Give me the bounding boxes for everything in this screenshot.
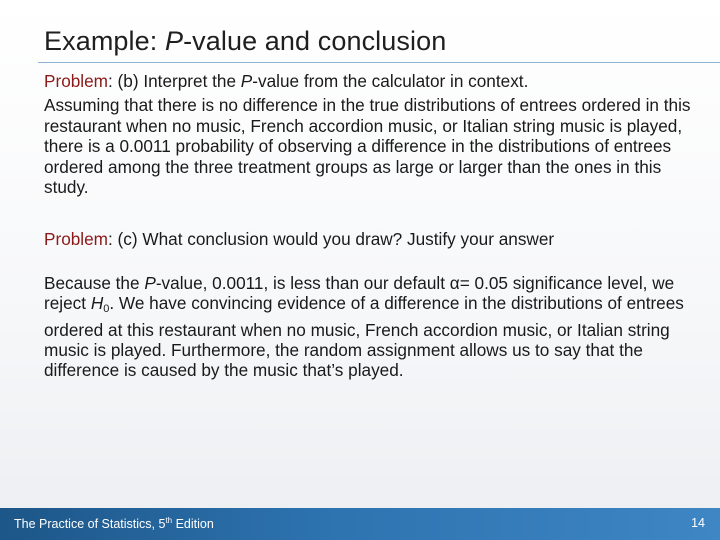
slide-content — [44, 71, 694, 381]
footer-text-a: The Practice of Statistics, 5 — [14, 517, 166, 531]
problem-b-answer: Assuming that there is no difference in the true distributions of entrees ordered in this restaurant when no music, French accordion music, or Italian string music is played, there is a 0.0011 probability of observing a difference in the distributions of entrees ordered among the three treatment groups as large or larger than the ones in this study. — [44, 95, 691, 198]
page-number: 14 — [691, 516, 705, 530]
problem-c-answer-a: Because the — [44, 272, 145, 293]
slide-title — [44, 26, 446, 57]
problem-b-text-a: : (b) Interpret the — [108, 71, 241, 91]
title-italic-p: P — [164, 26, 184, 56]
problem-c-italic-h: H — [90, 293, 104, 314]
problem-c-label: Problem — [44, 229, 108, 250]
problem-b-question — [44, 71, 694, 91]
title-divider — [38, 62, 720, 63]
problem-c-subscript: 0 — [103, 303, 110, 316]
footer-superscript: th — [165, 516, 173, 525]
problem-b-text-b: -value from the calculator in context. — [252, 71, 529, 91]
problem-c-text: : (c) What conclusion would you draw? Justify your answer — [108, 229, 555, 250]
problem-c-answer — [44, 273, 694, 381]
problem-b-label: Problem — [44, 71, 108, 91]
problem-c-answer-b: -value, 0.0011, is less than our default α= 0.05 significance level, we reject — [44, 272, 675, 314]
spacer — [44, 250, 694, 273]
problem-c-italic-p: P — [144, 272, 156, 293]
problem-c-question — [44, 229, 694, 249]
footer-book-title — [14, 516, 214, 531]
footer-bar — [0, 508, 720, 540]
title-prefix: Example: — [44, 26, 165, 56]
footer-text-b: Edition — [172, 517, 214, 531]
problem-c-answer-c: . We have convincing evidence of a difference in the distributions of entrees ordered at this restaurant when no music, French accordion music, or Italian string music is played. Furthermore, the random assignment allows us to say that the difference is caused by the music that’s played. — [44, 293, 684, 381]
spacer — [44, 197, 694, 229]
title-suffix: -value and conclusion — [183, 26, 447, 56]
problem-b-italic-p: P — [240, 71, 253, 91]
